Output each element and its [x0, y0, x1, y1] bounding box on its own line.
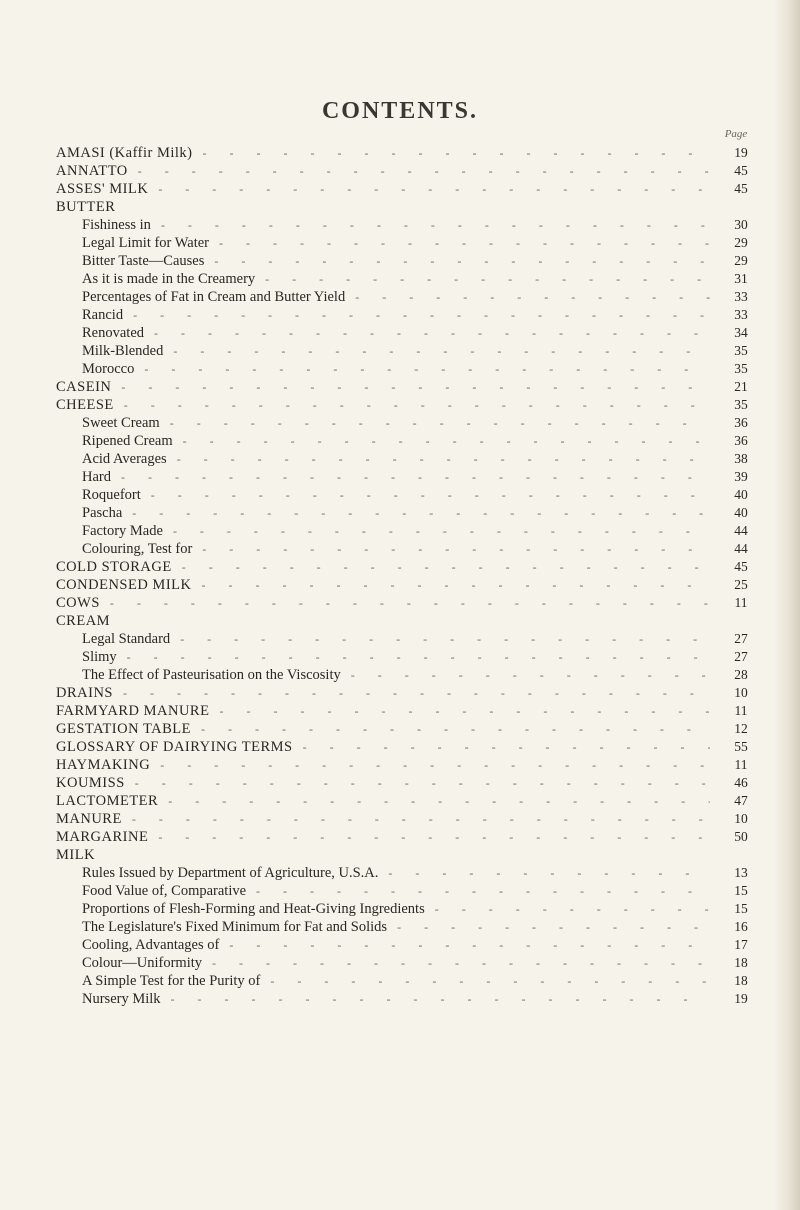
toc-page-number: 29 — [734, 235, 748, 250]
toc-entry-label: Renovated — [82, 325, 145, 341]
toc-leader-dashes — [158, 180, 710, 198]
toc-entry-label: The Effect of Pasteurisation on the Viscosity — [82, 667, 341, 683]
toc-entry-label: Rancid — [82, 307, 124, 323]
toc-leader-dashes — [397, 918, 710, 936]
toc-entry — [56, 702, 758, 720]
toc-leader-dashes — [355, 288, 710, 306]
toc-entry-label: Ripened Cream — [82, 433, 173, 449]
toc-leader-dashes — [219, 702, 710, 720]
toc-entry-label: Factory Made — [82, 523, 163, 539]
toc-leader-dashes — [133, 306, 710, 324]
toc-entry — [56, 198, 758, 216]
toc-page-number: 35 — [734, 361, 748, 376]
toc-entry-label: Morocco — [82, 361, 135, 377]
toc-leader-dashes — [212, 954, 710, 972]
toc-page-number: 17 — [734, 937, 748, 952]
toc-leader-dashes — [303, 738, 710, 756]
toc-leader-dashes — [121, 378, 710, 396]
toc-page-number: 46 — [734, 775, 748, 790]
toc-page-number: 38 — [734, 451, 748, 466]
toc-page-number: 36 — [734, 415, 748, 430]
toc-leader-dashes — [110, 594, 710, 612]
toc-entry-label: Colouring, Test for — [82, 541, 193, 557]
toc-entry-label: FARMYARD MANURE — [56, 703, 210, 719]
toc-leader-dashes — [182, 558, 710, 576]
toc-subentry — [56, 900, 758, 918]
toc-page-number: 44 — [734, 541, 748, 556]
toc-subentry — [56, 270, 758, 288]
toc-leader-dashes — [168, 792, 710, 810]
toc-entry — [56, 396, 758, 414]
toc-entry-label: Proportions of Flesh-Forming and Heat-Giving Ingredients — [82, 901, 425, 917]
toc-page-number: 50 — [734, 829, 748, 844]
toc-leader-dashes — [270, 972, 710, 990]
toc-subentry — [56, 450, 758, 468]
toc-leader-dashes — [127, 648, 710, 666]
toc-page-number: 40 — [734, 505, 748, 520]
toc-leader-dashes — [121, 468, 710, 486]
toc-page-number: 28 — [734, 667, 748, 682]
toc-leader-dashes — [180, 630, 710, 648]
toc-entry-label: The Legislature's Fixed Minimum for Fat and Solids — [82, 919, 388, 935]
toc-leader-dashes — [177, 450, 710, 468]
toc-entry-label: GLOSSARY OF DAIRYING TERMS — [56, 739, 293, 755]
toc-page-number: 10 — [734, 811, 748, 826]
toc-page-number: 34 — [734, 325, 748, 340]
toc-entry-label: HAYMAKING — [56, 757, 151, 773]
toc-leader-dashes — [173, 522, 710, 540]
toc-leader-dashes — [229, 936, 710, 954]
toc-leader-dashes — [132, 504, 710, 522]
toc-leader-dashes — [135, 774, 710, 792]
toc-subentry — [56, 414, 758, 432]
toc-entry-label: CONDENSED MILK — [56, 577, 192, 593]
toc-entry-label: Colour—Uniformity — [82, 955, 203, 971]
page-title: CONTENTS. — [321, 98, 479, 124]
toc-subentry — [56, 324, 758, 342]
toc-leader-dashes — [202, 540, 710, 558]
toc-entry — [56, 828, 758, 846]
toc-leader-dashes — [435, 900, 710, 918]
toc-entry-label: Fishiness in — [82, 217, 151, 233]
toc-entry-label: Milk-Blended — [82, 343, 164, 359]
toc-subentry — [56, 522, 758, 540]
toc-entry-label: Nursery Milk — [82, 991, 161, 1007]
toc-leader-dashes — [161, 216, 710, 234]
toc-page-number: 11 — [734, 757, 748, 772]
toc-subentry — [56, 630, 758, 648]
toc-entry-label: CHEESE — [56, 397, 114, 413]
toc-page-number: 11 — [734, 703, 748, 718]
page-edge-shadow — [774, 0, 800, 1210]
toc-entry-label: Legal Limit for Water — [82, 235, 210, 251]
toc-leader-dashes — [214, 252, 710, 270]
toc-page-number: 29 — [734, 253, 748, 268]
toc-leader-dashes — [173, 342, 710, 360]
toc-page-number: 36 — [734, 433, 748, 448]
toc-entry-label: ANNATTO — [56, 163, 128, 179]
toc-subentry — [56, 540, 758, 558]
toc-leader-dashes — [256, 882, 710, 900]
toc-entry — [56, 180, 758, 198]
toc-page-number: 31 — [734, 271, 748, 286]
toc-subentry — [56, 936, 758, 954]
toc-entry-label: COLD STORAGE — [56, 559, 172, 575]
toc-page-number: 39 — [734, 469, 748, 484]
toc-entry-label: Pascha — [82, 505, 123, 521]
toc-entry-label: Roquefort — [82, 487, 141, 503]
toc-page-number: 40 — [734, 487, 748, 502]
toc-page-number: 12 — [734, 721, 748, 736]
toc-leader-dashes — [123, 684, 710, 702]
toc-entry — [56, 774, 758, 792]
toc-entry-label: BUTTER — [56, 199, 116, 215]
toc-subentry — [56, 360, 758, 378]
toc-entry — [56, 738, 758, 756]
toc-entry-label: ASSES' MILK — [56, 181, 149, 197]
toc-page-number: 30 — [734, 217, 748, 232]
toc-entry-label: MANURE — [56, 811, 122, 827]
toc-subentry — [56, 918, 758, 936]
toc-entry-label: Percentages of Fat in Cream and Butter Yield — [82, 289, 346, 305]
toc-leader-dashes — [138, 162, 710, 180]
toc-page-number: 18 — [734, 973, 748, 988]
toc-subentry — [56, 216, 758, 234]
toc-entry-label: MILK — [56, 847, 96, 863]
toc-page-number: 10 — [734, 685, 748, 700]
toc-leader-dashes — [154, 324, 710, 342]
toc-subentry — [56, 882, 758, 900]
toc-page-number: 13 — [734, 865, 748, 880]
toc-entry — [56, 144, 758, 162]
toc-page-number: 33 — [734, 289, 748, 304]
toc-page-number: 21 — [734, 379, 748, 394]
toc-entry-label: MARGARINE — [56, 829, 149, 845]
toc-page-number: 19 — [734, 145, 748, 160]
toc-entry-label: GESTATION TABLE — [56, 721, 191, 737]
toc-leader-dashes — [201, 720, 710, 738]
toc-page-number: 47 — [734, 793, 748, 808]
toc-entry-label: CREAM — [56, 613, 111, 629]
toc-entry-label: LACTOMETER — [56, 793, 159, 809]
toc-page-number: 15 — [734, 901, 748, 916]
toc-entry — [56, 720, 758, 738]
toc-entry-label: Food Value of, Comparative — [82, 883, 247, 899]
toc-entry — [56, 576, 758, 594]
toc-entry-label: Legal Standard — [82, 631, 171, 647]
toc-page-number: 45 — [734, 181, 748, 196]
toc-leader-dashes — [132, 810, 710, 828]
toc-leader-dashes — [351, 666, 710, 684]
toc-entry-label: Slimy — [82, 649, 117, 665]
toc-subentry — [56, 954, 758, 972]
toc-leader-dashes — [183, 432, 710, 450]
toc-page-number: 27 — [734, 649, 748, 664]
toc-entry-label: Bitter Taste—Causes — [82, 253, 205, 269]
toc-entry — [56, 684, 758, 702]
toc-entry-label: Rules Issued by Department of Agriculture, U.S.A. — [82, 865, 379, 881]
toc-entry — [56, 612, 758, 630]
toc-leader-dashes — [388, 864, 710, 882]
toc-entry-label: KOUMISS — [56, 775, 125, 791]
toc-entry-label: Cooling, Advantages of — [82, 937, 220, 953]
toc-page-number: 16 — [734, 919, 748, 934]
toc-leader-dashes — [144, 360, 710, 378]
toc-page-number: 25 — [734, 577, 748, 592]
toc-subentry — [56, 288, 758, 306]
toc-entry-label: COWS — [56, 595, 100, 611]
toc-subentry — [56, 234, 758, 252]
toc-subentry — [56, 990, 758, 1008]
toc-leader-dashes — [219, 234, 710, 252]
toc-entry-label: Hard — [82, 469, 111, 485]
toc-page-number: 19 — [734, 991, 748, 1006]
toc-entry-label: A Simple Test for the Purity of — [82, 973, 261, 989]
toc-subentry — [56, 666, 758, 684]
toc-entry — [56, 792, 758, 810]
toc-entry — [56, 756, 758, 774]
toc-subentry — [56, 342, 758, 360]
toc-entry — [56, 162, 758, 180]
toc-entry — [56, 810, 758, 828]
toc-page-number: 35 — [734, 343, 748, 358]
toc-subentry — [56, 468, 758, 486]
toc-subentry — [56, 252, 758, 270]
toc-subentry — [56, 306, 758, 324]
toc-entry-label: As it is made in the Creamery — [82, 271, 256, 287]
toc-leader-dashes — [265, 270, 710, 288]
toc-entry — [56, 846, 758, 864]
toc-subentry — [56, 486, 758, 504]
toc-leader-dashes — [158, 828, 710, 846]
table-of-contents — [56, 144, 758, 1008]
toc-subentry — [56, 504, 758, 522]
toc-page-number: 44 — [734, 523, 748, 538]
toc-entry — [56, 594, 758, 612]
toc-subentry — [56, 864, 758, 882]
toc-subentry — [56, 648, 758, 666]
toc-page-number: 33 — [734, 307, 748, 322]
page-column-label: Page — [724, 128, 748, 140]
toc-entry-label: Acid Averages — [82, 451, 167, 467]
toc-entry — [56, 378, 758, 396]
toc-leader-dashes — [201, 576, 710, 594]
toc-leader-dashes — [124, 396, 710, 414]
toc-subentry — [56, 972, 758, 990]
toc-leader-dashes — [203, 144, 711, 162]
toc-entry-label: AMASI (Kaffir Milk) — [56, 145, 193, 161]
toc-page-number: 27 — [734, 631, 748, 646]
toc-page-number: 45 — [734, 559, 748, 574]
toc-page-number: 18 — [734, 955, 748, 970]
toc-page-number: 11 — [734, 595, 748, 610]
toc-entry-label: CASEIN — [56, 379, 112, 395]
toc-page-number: 15 — [734, 883, 748, 898]
toc-page-number: 55 — [734, 739, 748, 754]
toc-page-number: 45 — [734, 163, 748, 178]
toc-subentry — [56, 432, 758, 450]
toc-leader-dashes — [160, 756, 710, 774]
toc-leader-dashes — [171, 990, 710, 1008]
toc-page-number: 35 — [734, 397, 748, 412]
toc-entry-label: Sweet Cream — [82, 415, 160, 431]
toc-entry-label: DRAINS — [56, 685, 113, 701]
toc-leader-dashes — [151, 486, 710, 504]
toc-entry — [56, 558, 758, 576]
toc-leader-dashes — [170, 414, 710, 432]
